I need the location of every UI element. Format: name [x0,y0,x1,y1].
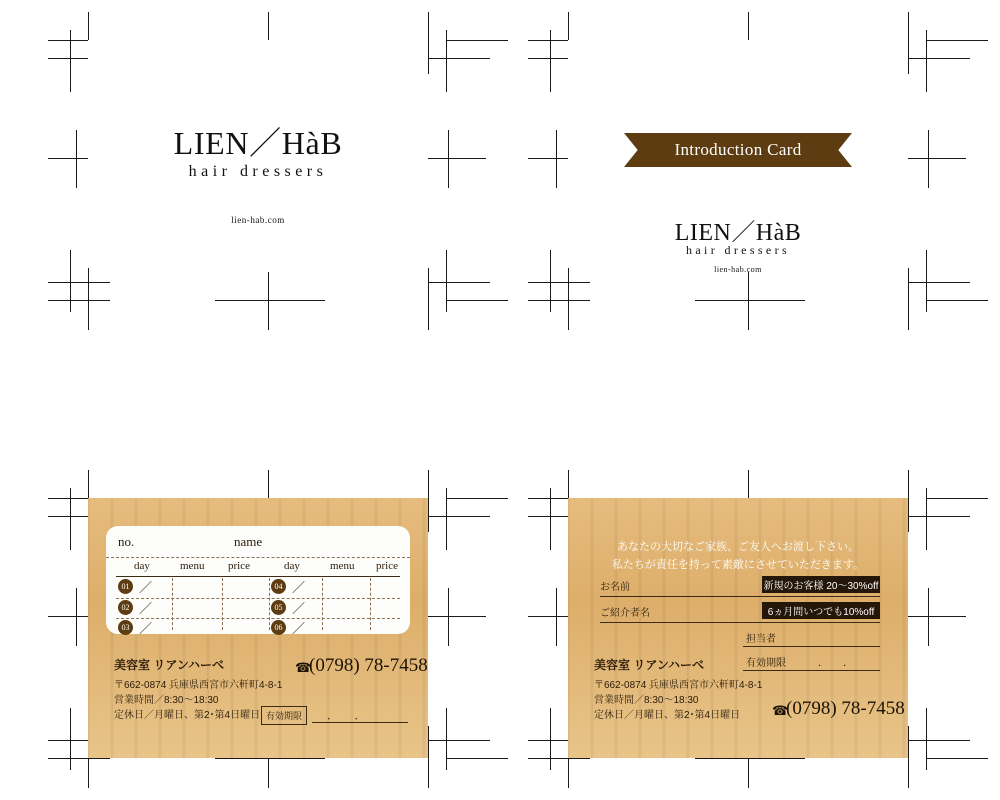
crop-mark [556,588,557,646]
date-slash: ／ [139,621,153,636]
card-front-tagline: hair dressers [188,163,328,180]
introduction-shop-hours: 営業時間／8:30〜18:30 [594,695,699,706]
crop-mark [748,272,749,330]
crop-mark [908,740,970,741]
crop-mark [926,40,988,41]
card-introduction-logo: LIEN／HàB [674,220,802,246]
stamp-slot-01: 01 [118,579,133,594]
crop-mark [428,12,429,74]
crop-mark [908,158,966,159]
stamp-slot-02: 02 [118,600,133,615]
introduction-introducer-underline [600,622,880,623]
stamp-shop-closed: 定休日／月曜日、第2･第4日曜日 [114,710,261,721]
date-slash: ／ [139,601,153,616]
crop-mark [76,588,77,646]
stamp-name-label: name [234,534,263,549]
stamp-col-day-left: day [134,560,150,572]
stamp-shop-name: 美容室 リアンハーべ [114,658,225,672]
stamp-col-divider [172,578,173,630]
date-slash: ／ [139,580,153,595]
introduction-shop-name: 美容室 リアンハーべ [594,658,705,672]
crop-mark [48,300,110,301]
stamp-card-inner-panel [106,526,410,634]
introduction-shop-closed: 定休日／月曜日、第2･第4日曜日 [594,710,741,721]
crop-mark [70,250,71,312]
crop-mark [446,300,508,301]
card-stamp [88,498,428,758]
date-slash: ／ [292,601,306,616]
stamp-shop-address: 〒662-0874 兵庫県西宮市六軒町4-8-1 [114,680,283,691]
stamp-col-divider [322,578,323,630]
crop-mark [428,470,429,532]
crop-mark [70,708,71,770]
phone-icon: ☎ [295,660,312,675]
crop-mark [928,130,929,188]
crop-mark [428,740,490,741]
introduction-shop-address: 〒662-0874 兵庫県西宮市六軒町4-8-1 [594,680,763,691]
stamp-col-divider [269,578,270,630]
badge-new-customer: 新規のお客様 20〜30%off [762,576,880,593]
introduction-staff-underline [743,646,880,647]
crop-mark [76,130,77,188]
stamp-expiry-underline [312,722,408,723]
card-introduction-back [568,498,908,758]
introduction-introducer-label: ご紹介者名 [600,608,650,619]
introduction-lead-line2: 私たちが責任を持って素敵にさせていただきます。 [611,559,865,571]
introduction-name-label: お名前 [600,582,630,593]
stamp-no-label: no. [118,534,135,549]
stamp-slot-05: 05 [271,600,286,615]
crop-mark [908,516,970,517]
crop-mark [268,272,269,330]
introduction-lead-line1: あなたの大切なご家族、ご友人へお渡し下さい。 [617,541,859,553]
badge-repeat-discount: 6ヵ月間いつでも10%off [762,602,880,619]
stamp-row-divider [116,598,400,599]
stamp-header-divider [106,557,410,558]
crop-mark [446,708,447,770]
crop-mark [926,758,988,759]
crop-mark [428,516,490,517]
stamp-col-divider [370,578,371,630]
introduction-expiry-underline [743,670,880,671]
date-slash: ／ [292,580,306,595]
crop-mark [908,282,970,283]
crop-mark [215,300,325,301]
introduction-name-underline [600,596,880,597]
crop-mark [550,708,551,770]
card-introduction-url: lien-hab.com [714,265,762,274]
crop-mark [908,726,909,788]
crop-mark [926,250,927,312]
stamp-slot-06: 06 [271,620,286,635]
card-introduction-front [568,40,908,274]
stamp-row-divider [116,618,400,619]
crop-mark [908,616,966,617]
crop-mark [428,58,490,59]
introduction-staff-label: 担当者 [746,634,776,645]
card-introduction-tagline: hair dressers [686,243,790,257]
stamp-col-day-right: day [284,560,300,572]
crop-mark [446,250,447,312]
introduction-shop-tel: (0798) 78-7458 [786,698,905,719]
crop-mark [926,708,927,770]
date-slash: ／ [292,621,306,636]
crop-mark [695,300,805,301]
stamp-shop-hours: 営業時間／8:30〜18:30 [114,695,219,706]
crop-mark [695,758,805,759]
card-front [88,40,428,258]
stamp-columns-underline [116,576,400,577]
crop-mark [428,726,429,788]
crop-mark [428,158,486,159]
crop-mark [448,588,449,646]
crop-mark [215,758,325,759]
crop-mark [88,268,89,330]
stamp-slot-03: 03 [118,620,133,635]
introduction-ribbon [624,133,852,167]
crop-mark [428,616,486,617]
crop-mark [428,282,490,283]
crop-mark [928,588,929,646]
stamp-expiry-label: 有効期限 [261,706,307,725]
stamp-slot-04: 04 [271,579,286,594]
card-front-url: lien-hab.com [231,215,285,225]
stamp-col-menu-left: menu [180,560,205,572]
crop-mark [568,268,569,330]
crop-mark [556,130,557,188]
crop-mark [528,300,590,301]
crop-mark [550,250,551,312]
crop-mark [528,282,590,283]
stamp-col-price-right: price [376,560,398,572]
crop-mark [908,268,909,330]
stamp-expiry-value: ． ． [316,710,366,722]
crop-mark [926,300,988,301]
crop-mark [908,58,970,59]
introduction-expiry-value: ． ． [808,658,853,669]
introduction-expiry-label: 有効期限 [746,658,786,669]
stamp-col-menu-right: menu [330,560,355,572]
crop-mark [926,498,988,499]
phone-icon: ☎ [772,703,789,718]
crop-mark [48,758,110,759]
crop-mark [448,130,449,188]
stamp-col-price-left: price [228,560,250,572]
crop-mark [446,498,508,499]
crop-mark [48,282,110,283]
crop-mark [428,268,429,330]
crop-mark [908,470,909,532]
ribbon-label: Introduction Card [674,140,802,159]
crop-mark [446,40,508,41]
stamp-col-divider [222,578,223,630]
stamp-shop-tel: (0798) 78-7458 [309,655,428,676]
crop-mark [528,758,590,759]
crop-mark [908,12,909,74]
crop-mark [446,758,508,759]
card-front-logo: LIEN／HàB [173,125,343,161]
